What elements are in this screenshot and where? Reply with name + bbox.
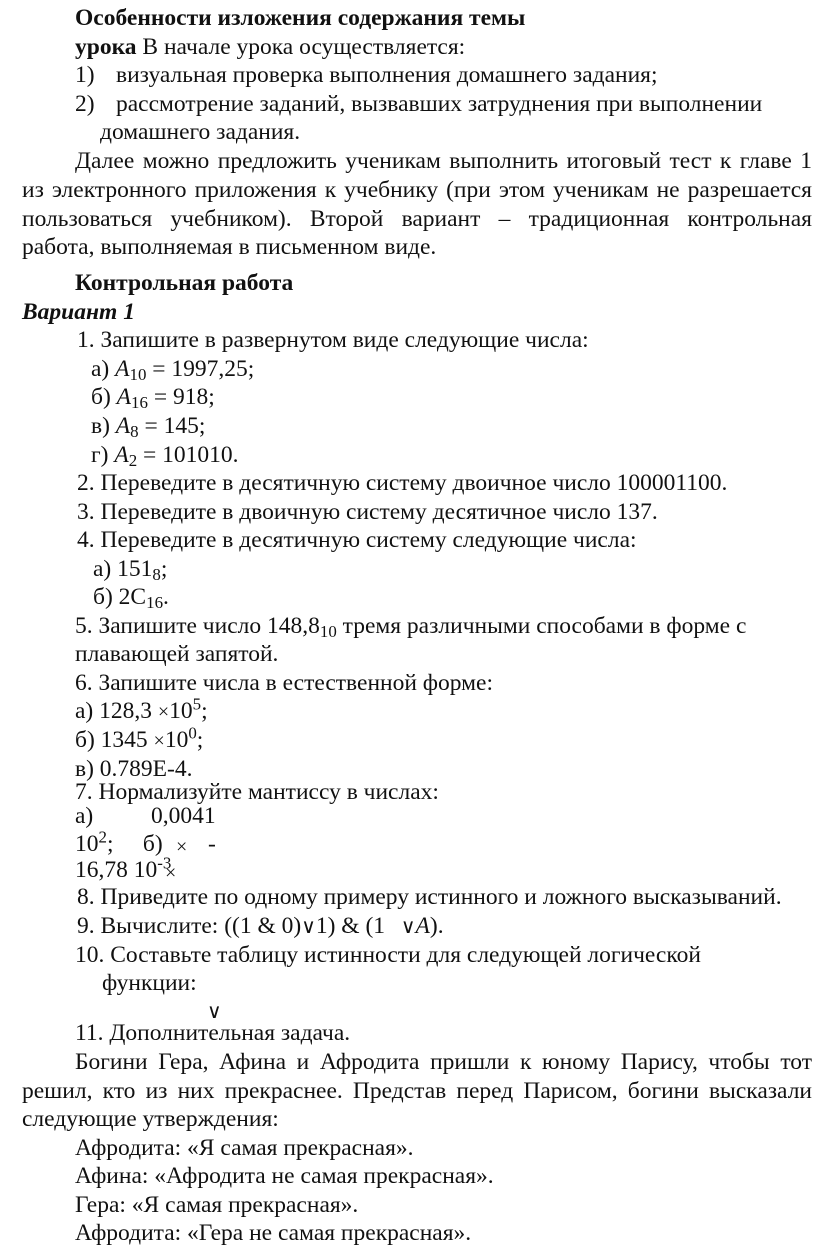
task-1-item-b — [91, 382, 215, 413]
task-5 — [75, 611, 746, 642]
paragraph-line: из электронного приложения к учебнику (при этом ученикам не разрешается — [22, 177, 812, 203]
task-5-line2: плавающей запятой. — [75, 641, 279, 667]
item-label: б) — [93, 584, 119, 610]
variable: A — [415, 913, 430, 939]
task-5-text: 5. Запишите число 148,8 — [75, 613, 320, 639]
variable: A — [116, 384, 132, 410]
section-title-line1: Особенности изложения содержания темы — [75, 5, 526, 31]
task-1-item-a — [91, 354, 254, 385]
list-item-2-text: рассмотрение заданий, вызвавших затруднения при выполнении — [116, 91, 763, 117]
task-1: 1. Запишите в развернутом виде следующие числа: — [77, 327, 589, 353]
number: 16,78 10 — [75, 857, 158, 883]
task-6-item-c: в) 0.789E-4. — [75, 756, 193, 782]
list-item-number: 1) — [75, 62, 95, 88]
punct: . — [163, 584, 169, 610]
base-subscript: 10 — [319, 622, 337, 642]
list-item-2-continuation: домашнего задания. — [100, 119, 301, 145]
item-label: б) — [91, 384, 117, 410]
item-value: = 1997,25; — [146, 356, 255, 382]
story-line: Богини Гера, Афина и Афродита пришли к юному Парису, чтобы тот — [75, 1049, 812, 1075]
task-4-item-b — [93, 582, 169, 613]
task-8: 8. Приведите по одному примеру истинного и ложного высказываний. — [77, 884, 782, 910]
item-label: ; б) — [106, 831, 163, 857]
variable: A — [115, 356, 130, 382]
task-9 — [77, 911, 444, 943]
times-sign: × — [157, 701, 170, 723]
exponent: 2 — [98, 827, 107, 847]
times-sign: × — [165, 862, 177, 884]
task-4: 4. Переведите в десятичную систему следующие числа: — [77, 527, 637, 553]
task-9-text: 9. Вычислите: ((1 & 0) — [77, 913, 302, 939]
list-item-1 — [75, 60, 95, 91]
task-5-text-end: тремя различными способами в форме с — [336, 613, 747, 639]
variable: A — [115, 413, 131, 439]
task-7-item-a-value: 0,0041 — [151, 803, 216, 829]
quote-line: Афина: «Афродита не самая прекрасная». — [75, 1163, 494, 1189]
ten: 10 — [164, 727, 189, 753]
exponent: 0 — [188, 723, 197, 743]
base-subscript: 16 — [131, 393, 148, 413]
or-sign: ∨ — [400, 916, 416, 938]
item-value: = 145; — [138, 413, 206, 439]
task-10: 10. Составьте таблицу истинности для следующей логической — [75, 942, 701, 968]
item-label: б) 1345 — [75, 727, 154, 753]
section-title-word: урока — [75, 34, 137, 60]
number: 151 — [117, 556, 153, 582]
variant-heading: Вариант 1 — [22, 299, 135, 325]
task-1-item-c — [91, 411, 205, 442]
punct: ; — [196, 727, 204, 753]
paragraph-line: работа, выполняемая в письменном виде. — [22, 234, 437, 260]
task-9-text-mid: 1) & (1 — [315, 913, 391, 939]
item-value: = 101010. — [137, 442, 239, 468]
item-label: в) — [91, 413, 116, 439]
task-7: 7. Нормализуйте мантиссу в числах: — [75, 779, 439, 805]
or-sign: ∨ — [207, 1001, 222, 1023]
ten: 10 — [75, 831, 99, 857]
base-subscript: 10 — [129, 365, 147, 385]
exponent: -3 — [157, 853, 172, 873]
story-line: следующие утверждения: — [22, 1106, 279, 1132]
quote-line: Афродита: «Я самая прекрасная». — [75, 1135, 414, 1161]
section-title-line2 — [75, 32, 465, 63]
quote-line: Гера: «Я самая прекрасная». — [75, 1192, 359, 1218]
intro-lead: В начале урока осуществляется: — [136, 34, 466, 60]
list-item-2 — [75, 89, 95, 120]
task-6: 6. Запишите числа в естественной форме: — [75, 670, 493, 696]
task-4-item-a — [93, 554, 167, 585]
work-heading: Контрольная работа — [75, 270, 294, 296]
number: 2С — [118, 584, 147, 610]
item-label: а) — [93, 556, 118, 582]
base-subscript: 8 — [130, 422, 139, 442]
item-label: г) — [91, 442, 115, 468]
times-sign: × — [176, 836, 188, 858]
paragraph-line: Далее можно предложить ученикам выполнить итоговый тест к главе 1 — [75, 148, 812, 174]
task-3: 3. Переведите в двоичную систему десятичное число 137. — [77, 499, 658, 525]
base-subscript: 2 — [128, 451, 138, 471]
times-sign: × — [153, 730, 165, 752]
list-item-1-text: визуальная проверка выполнения домашнего задания; — [116, 62, 658, 88]
punct: ; — [201, 698, 208, 724]
base-subscript: 16 — [146, 593, 164, 613]
variable: A — [114, 442, 129, 468]
story-line: решил, кто из них прекраснее. Представ перед Парисом, богини высказали — [22, 1078, 812, 1104]
task-7-item-a-label: а) — [75, 803, 94, 829]
minus-sign: - — [208, 831, 216, 857]
task-10-line2: функции: — [102, 970, 197, 996]
ten: 10 — [169, 698, 193, 724]
base-subscript: 8 — [152, 565, 161, 585]
item-value: = 918; — [147, 384, 215, 410]
task-2: 2. Переведите в десятичную систему двоичное число 100001100. — [77, 470, 728, 496]
exponent: 5 — [192, 694, 202, 714]
item-label: а) — [91, 356, 116, 382]
task-1-item-d — [91, 440, 239, 471]
punct: ). — [429, 913, 444, 939]
item-label: а) 128,3 — [75, 698, 158, 724]
list-item-number: 2) — [75, 91, 95, 117]
paragraph-line: пользоваться учебником). Второй вариант – традиционная контрольная — [22, 206, 812, 232]
quote-line: Афродита: «Гера не самая прекрасная». — [75, 1220, 472, 1246]
punct: ; — [160, 556, 168, 582]
or-sign: ∨ — [301, 916, 316, 938]
task-6-item-b — [75, 725, 203, 757]
task-11: 11. Дополнительная задача. — [75, 1020, 351, 1046]
